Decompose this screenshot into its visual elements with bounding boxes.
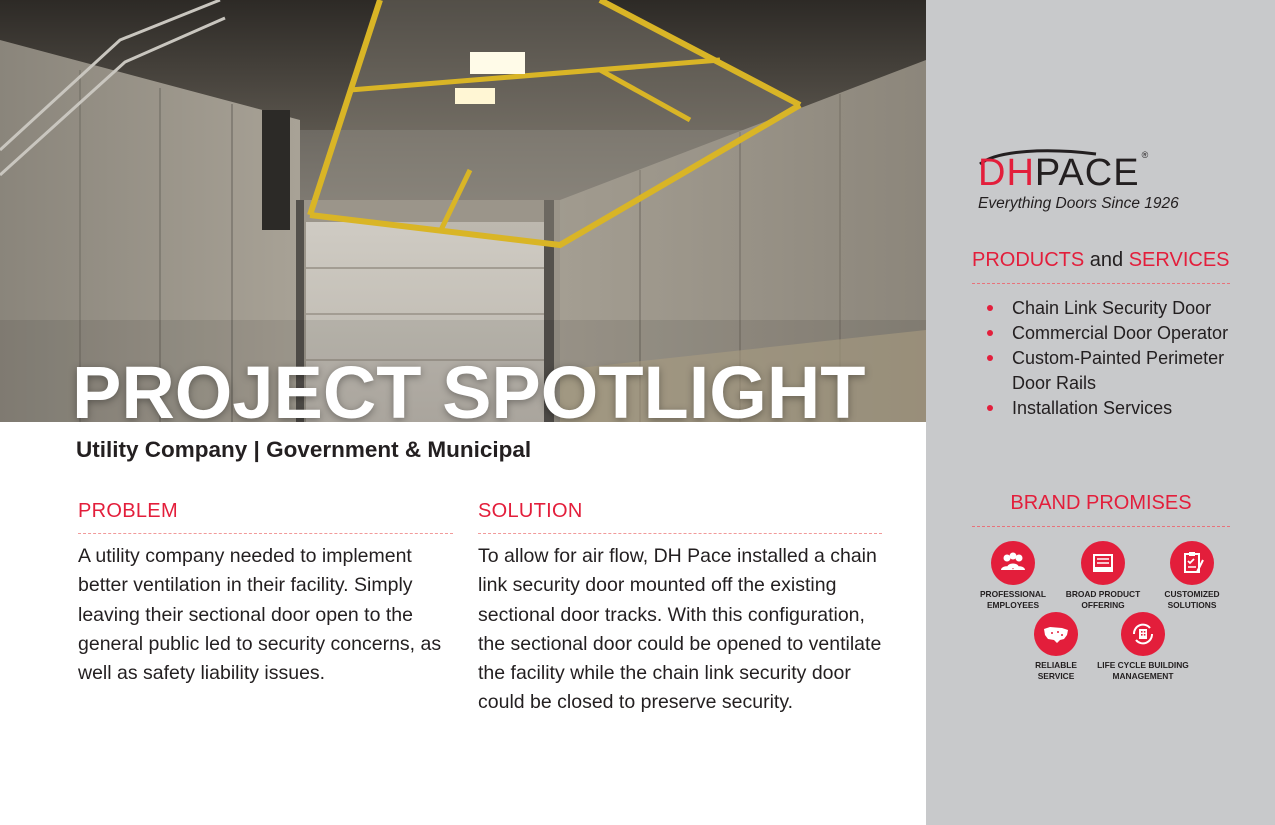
solution-section — [478, 500, 882, 718]
hero-photo — [0, 0, 926, 422]
promise-label-line1: BROAD PRODUCT — [1065, 589, 1141, 599]
promise-label-line2: SERVICE — [1037, 671, 1075, 681]
sidebar — [926, 0, 1275, 825]
and-label: and — [1084, 249, 1129, 271]
brand-promises-heading: BRAND PROMISES — [972, 492, 1230, 527]
logo-wordmark — [978, 150, 1218, 192]
services-label: SERVICES — [1128, 249, 1230, 271]
promise-label-line2: SOLUTIONS — [1167, 600, 1217, 610]
catalog-icon — [1081, 541, 1125, 585]
promise-label-line1: PROFESSIONAL — [979, 589, 1047, 599]
people-icon — [991, 541, 1035, 585]
promise-life-cycle-building-management — [1092, 612, 1194, 682]
promise-label-line2: EMPLOYEES — [986, 600, 1040, 610]
building-cycle-icon — [1121, 612, 1165, 656]
dhpace-logo — [978, 150, 1218, 213]
products-services-heading — [972, 249, 1230, 284]
solution-body: To allow for air flow, DH Pace installed a chain link security door mounted off the existing sectional door tracks. With this configuration, the sectional door could be opened to ventilate the facility while the chain link security door could be closed to preserve security. — [478, 545, 882, 714]
list-item: Chain Link Security Door — [982, 296, 1252, 321]
logo-pace: PACE — [1034, 152, 1140, 194]
logo-tagline: Everything Doors Since 1926 — [978, 195, 1179, 212]
solution-heading: SOLUTION — [478, 500, 882, 534]
promise-label-line2: OFFERING — [1081, 600, 1125, 610]
promise-professional-employees — [967, 541, 1059, 611]
clipboard-icon — [1170, 541, 1214, 585]
promise-label-line1: RELIABLE — [1035, 660, 1077, 670]
logo-registered-mark: ® — [1141, 150, 1149, 160]
products-services-list — [982, 296, 1252, 421]
products-label: PRODUCTS — [972, 249, 1085, 271]
logo-dh: DH — [978, 152, 1035, 194]
project-subtitle: Utility Company | Government & Municipal — [76, 437, 532, 462]
problem-body: A utility company needed to implement better ventilation in their facility. Simply leaving their sectional door open to the general public led to security concerns, as well as safety liability issues. — [78, 545, 442, 685]
problem-section — [78, 500, 453, 688]
problem-heading: PROBLEM — [78, 500, 453, 534]
promise-broad-product-offering — [1057, 541, 1149, 611]
page-title: PROJECT SPOTLIGHT — [72, 351, 866, 422]
promise-label-line1: LIFE CYCLE BUILDING — [1097, 660, 1189, 670]
promise-label-line2: MANAGEMENT — [1112, 671, 1174, 681]
list-item: Installation Services — [982, 396, 1252, 421]
promise-label-line1: CUSTOMIZED — [1164, 589, 1220, 599]
list-item: Commercial Door Operator — [982, 321, 1252, 346]
list-item: Custom-Painted Perimeter Door Rails — [982, 346, 1252, 396]
usa-map-icon — [1034, 612, 1078, 656]
promise-reliable-service — [1010, 612, 1102, 682]
promise-customized-solutions — [1146, 541, 1238, 611]
